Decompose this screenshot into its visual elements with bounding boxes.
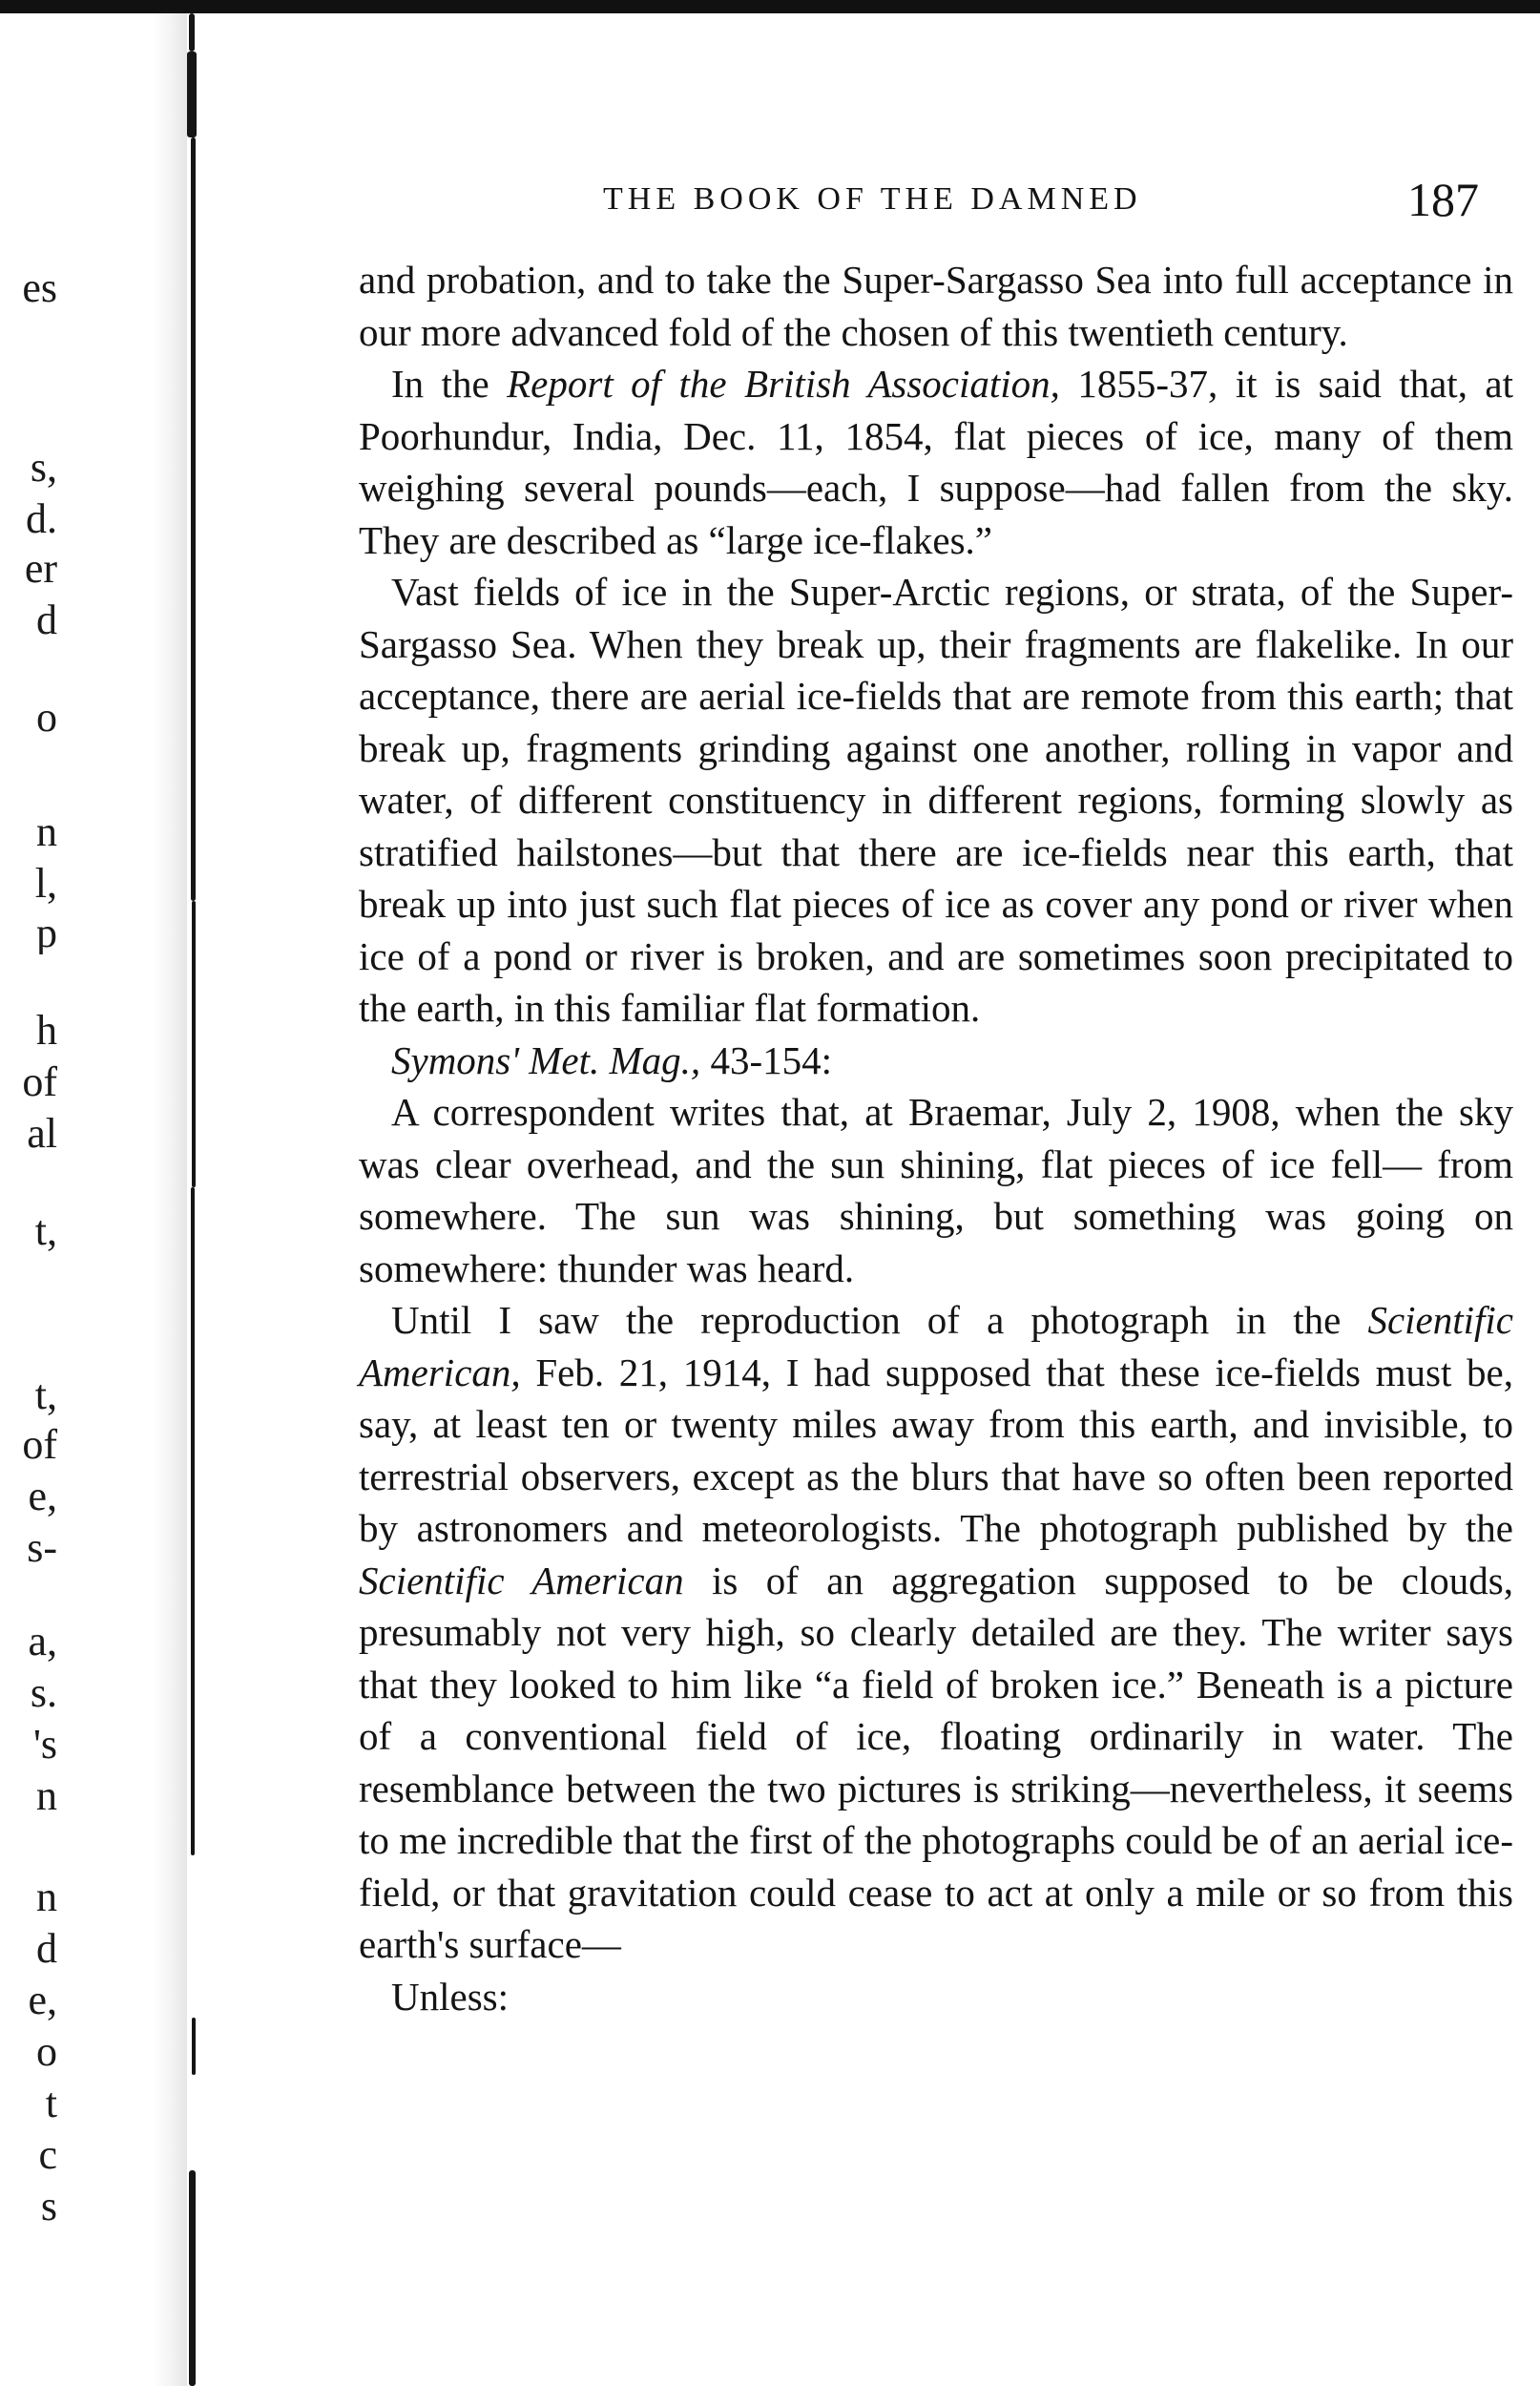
body-text [359,254,1513,2022]
paragraph: and probation, and to take the Super-Sargasso Sea into full acceptance in our more advanced fold of the chosen of this twentieth century. [359,258,1513,354]
edge-fragment: s [40,2186,57,2228]
publication-title: Scientific American, [359,1298,1513,1394]
edge-fragment: s- [27,1527,57,1569]
binding-gutter-line [185,13,204,2386]
edge-fragment: es [22,267,57,309]
edge-fragment: t, [34,1374,57,1416]
edge-fragment: 's [32,1724,57,1766]
paragraph [359,1294,1513,1971]
edge-fragment: n [36,811,57,853]
edge-fragment: e, [28,1979,57,2021]
edge-fragment: al [27,1113,57,1155]
edge-fragment: a, [28,1621,57,1663]
edge-fragment: d [36,1928,57,1970]
scan-top-edge [0,0,1540,13]
edge-fragment: l, [34,863,57,905]
edge-fragment: t, [34,1210,57,1252]
paragraph-text: 1855-37, it is said that, at Poorhundur, India, Dec. 11, 1854, flat pieces of ice, many of them weighing several pounds—each, I suppose—had fallen from the sky. They are described as “large ice-flakes.” [359,362,1513,562]
edge-fragment: h [36,1010,57,1052]
publication-title: Report of the British Association, [507,362,1060,406]
edge-fragment: of [22,1424,57,1466]
edge-fragment: of [22,1061,57,1103]
paragraph-text: In the [391,362,508,406]
edge-fragment: o [36,2031,57,2073]
edge-fragment: e, [28,1476,57,1517]
paragraph: Vast fields of ice in the Super-Arctic regions, or strata, of the Super-Sargasso Sea. When they break up, their fragments are flakelike. In our acceptance, there are aerial ice-fields that are remote from this earth; that break up, fragments grinding against one another, rolling in vapor and water, of different constituency in different regions, forming slowly as stratified hailstones—but that there are ice-fields near this earth, that break up into just such flat pieces of ice as cover any pond or river when ice of a pond or river is broken, and are sometimes soon precipitated to the earth, in this familiar flat formation. [359,570,1513,1030]
page-number: 187 [1407,173,1479,226]
publication-title: Scientific American [359,1558,684,1602]
edge-fragment: n [36,1876,57,1918]
book-page [359,172,1513,2022]
paragraph-text: Feb. 21, 1914, I had supposed that these ice-fields must be, say, at least ten or twenty miles away from this earth, and invisible, to terrestrial observers, except as the blurs that have so often been reported by astronomers and meteorologists. The photograph published by the [359,1350,1513,1550]
edge-fragment: s, [30,447,57,489]
paragraph: Unless: [391,1974,509,2019]
edge-fragment: t [45,2083,57,2124]
paragraph-text: is of an aggregation supposed to be clouds, presumably not very high, so clearly detailed are they. The writer says that they looked to him like “a field of broken ice.” Beneath is a picture of a conventional field of ice, floating ordinarily in water. The resemblance between the two pictures is striking—nevertheless, it seems to me incredible that the first of the photographs could be of an aerial ice-field, or that gravitation could cease to act at only a mile or so from this earth's surface— [359,1558,1513,1966]
running-title: THE BOOK OF THE DAMNED [603,181,1142,217]
paragraph [359,358,1513,566]
edge-fragment: s. [30,1672,57,1714]
edge-fragment: n [36,1775,57,1817]
edge-fragment: d [36,599,57,641]
edge-fragment: p [36,912,57,954]
running-head [359,172,1513,254]
edge-fragment: c [38,2134,57,2176]
publication-title: Symons' Met. Mag., [391,1037,701,1082]
edge-fragment: d. [26,498,57,540]
edge-fragment: o [36,697,57,739]
paragraph-text: Until I saw the reproduction of a photograph in the [391,1298,1368,1342]
paragraph-text: 43-154: [700,1037,832,1082]
paragraph [359,1035,1513,1087]
edge-fragment: er [24,548,57,590]
paragraph: A correspondent writes that, at Braemar, July 2, 1908, when the sky was clear overhead, and the sun shining, flat pieces of ice fell— from somewhere. The sun was shining, but something was going on somewhere: thunder was heard. [359,1090,1513,1290]
